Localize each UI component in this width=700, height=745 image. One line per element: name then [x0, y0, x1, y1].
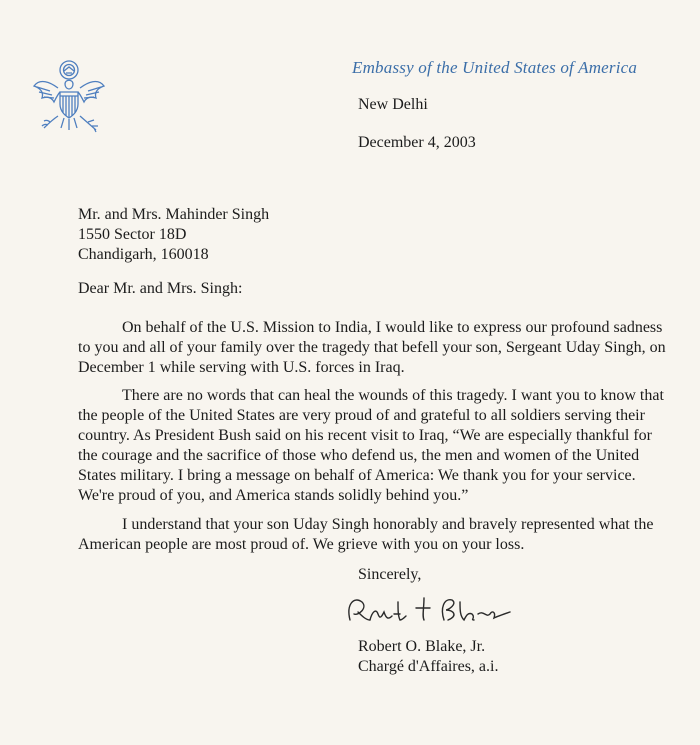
letter-city: New Delhi — [358, 96, 428, 113]
paragraph-line: to you and all of your family over the tragedy that befell your son, Sergeant Uday Singh, on — [78, 339, 666, 356]
body-paragraph-2 — [78, 386, 664, 506]
embassy-letterhead: Embassy of the United States of America — [352, 58, 638, 77]
signer-block — [358, 637, 498, 677]
closing: Sincerely, — [358, 566, 422, 583]
paragraph-line: There are no words that can heal the wounds of this tragedy. I want you to know that — [122, 387, 664, 404]
paragraph-line: American people are most proud of. We grieve with you on your loss. — [78, 536, 525, 553]
address-line: 1550 Sector 18D — [78, 226, 187, 243]
paragraph-line: the courage and the sacrifice of those who defend us, the men and women of the United — [78, 447, 640, 464]
paragraph-line: country. As President Bush said on his recent visit to Iraq, “We are especially thankful for — [78, 427, 652, 444]
paragraph-line: December 1 while serving with U.S. forces in Iraq. — [78, 359, 405, 376]
body-paragraph-1 — [78, 318, 666, 378]
letter-date: December 4, 2003 — [358, 134, 476, 151]
handwritten-signature — [340, 590, 530, 630]
paragraph-line: I understand that your son Uday Singh honorably and bravely represented what the — [122, 516, 654, 533]
paragraph-line: We're proud of you, and America stands solidly behind you.” — [78, 487, 469, 504]
recipient-address — [78, 205, 269, 265]
salutation: Dear Mr. and Mrs. Singh: — [78, 280, 243, 297]
great-seal-icon — [28, 58, 110, 140]
signer-name: Robert O. Blake, Jr. — [358, 638, 486, 655]
paragraph-line: On behalf of the U.S. Mission to India, I would like to express our profound sadness — [122, 319, 663, 336]
address-line: Chandigarh, 160018 — [78, 246, 209, 263]
signer-title: Chargé d'Affaires, a.i. — [358, 658, 499, 675]
address-line: Mr. and Mrs. Mahinder Singh — [78, 206, 270, 223]
paragraph-line: the people of the United States are very proud of and grateful to all soldiers serving their — [78, 407, 645, 424]
paragraph-line: States military. I bring a message on behalf of America: We thank you for your service. — [78, 467, 636, 484]
body-paragraph-3 — [78, 515, 658, 555]
